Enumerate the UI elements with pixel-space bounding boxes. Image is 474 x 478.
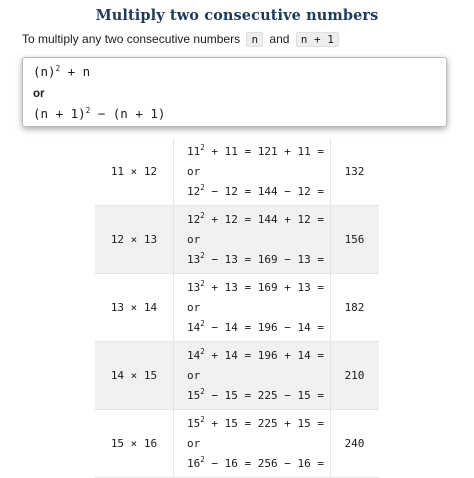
- formula-2-rest: − (n + 1): [90, 106, 166, 121]
- calculation-cell: [173, 410, 331, 477]
- formula-or: or: [33, 88, 45, 100]
- calc-a-rest: + 11 = 121 + 11 =: [204, 145, 324, 158]
- code-n: n: [246, 32, 263, 47]
- page-title: Multiply two consecutive numbers: [95, 7, 379, 24]
- calculation-cell: [173, 342, 331, 409]
- calc-b-exp: 2: [200, 455, 205, 464]
- calc-a-exp: 2: [200, 279, 205, 288]
- formula-line-2: [33, 106, 165, 121]
- intro-text: [22, 31, 342, 48]
- calc-b-rest: − 16 = 256 − 16 =: [204, 457, 324, 470]
- calc-b-rest: − 14 = 196 − 14 =: [204, 321, 324, 334]
- calc-a-base: 11: [187, 145, 201, 158]
- calc-a-exp: 2: [200, 347, 205, 356]
- calc-b-base: 12: [187, 185, 201, 198]
- result-cell: 132: [344, 165, 365, 178]
- table-row: [95, 342, 379, 410]
- calc-or: or: [187, 301, 201, 314]
- intro-and: and: [269, 32, 290, 46]
- calc-b-base: 15: [187, 389, 201, 402]
- result-cell: 182: [344, 301, 365, 314]
- calc-a-base: 15: [187, 417, 201, 430]
- table-row: [95, 138, 379, 206]
- formula-2-base: (n + 1): [33, 106, 86, 121]
- calc-b-exp: 2: [200, 251, 205, 260]
- calc-b-rest: − 13 = 169 − 13 =: [204, 253, 324, 266]
- calc-b-base: 13: [187, 253, 201, 266]
- formula-line-1: [33, 64, 90, 79]
- calc-b-exp: 2: [200, 387, 205, 396]
- table-row: [95, 410, 379, 478]
- formula-1-exp: 2: [55, 64, 61, 73]
- calc-or: or: [187, 437, 201, 450]
- calc-a-rest: + 12 = 144 + 12 =: [204, 213, 324, 226]
- calc-b-exp: 2: [200, 319, 205, 328]
- calc-b-base: 14: [187, 321, 201, 334]
- calc-b-base: 16: [187, 457, 201, 470]
- calc-line-square-plus: [187, 145, 324, 159]
- calculation-cell: [173, 138, 331, 205]
- product-cell: 15 × 16: [110, 437, 158, 450]
- calc-a-exp: 2: [200, 211, 205, 220]
- result-cell: 156: [344, 233, 365, 246]
- formula-2-exp: 2: [85, 106, 91, 115]
- calc-or: or: [187, 369, 201, 382]
- result-cell: 240: [344, 437, 365, 450]
- calc-a-rest: + 13 = 169 + 13 =: [204, 281, 324, 294]
- calc-line-square-minus: [187, 457, 324, 471]
- formula-1-base: (n): [33, 64, 56, 79]
- calc-a-base: 14: [187, 349, 201, 362]
- calc-a-base: 12: [187, 213, 201, 226]
- calc-b-rest: − 15 = 225 − 15 =: [204, 389, 324, 402]
- product-cell: 14 × 15: [110, 369, 158, 382]
- calc-line-square-plus: [187, 417, 324, 431]
- calc-a-exp: 2: [200, 143, 205, 152]
- calculation-cell: [173, 206, 331, 273]
- calc-a-rest: + 14 = 196 + 14 =: [204, 349, 324, 362]
- calculation-cell: [173, 274, 331, 341]
- calc-line-square-plus: [187, 213, 324, 227]
- table-row: [95, 274, 379, 342]
- calc-a-rest: + 15 = 225 + 15 =: [204, 417, 324, 430]
- calc-a-exp: 2: [200, 415, 205, 424]
- intro-label: To multiply any two consecutive numbers: [22, 32, 241, 46]
- calc-a-base: 13: [187, 281, 201, 294]
- result-cell: 210: [344, 369, 365, 382]
- product-cell: 13 × 14: [110, 301, 158, 314]
- product-cell: 12 × 13: [110, 233, 158, 246]
- calc-line-square-minus: [187, 253, 324, 267]
- calc-line-square-minus: [187, 321, 324, 335]
- product-cell: 11 × 12: [110, 165, 158, 178]
- examples-table: [95, 138, 379, 478]
- formula-1-rest: + n: [60, 64, 91, 79]
- calc-line-square-plus: [187, 281, 324, 295]
- formula-box: [22, 57, 447, 127]
- calc-line-square-minus: [187, 389, 324, 403]
- table-row: [95, 206, 379, 274]
- calc-line-square-plus: [187, 349, 324, 363]
- calc-line-square-minus: [187, 185, 324, 199]
- calc-b-rest: − 12 = 144 − 12 =: [204, 185, 324, 198]
- calc-b-exp: 2: [200, 183, 205, 192]
- calc-or: or: [187, 233, 201, 246]
- code-n-plus-1: n + 1: [296, 32, 339, 47]
- calc-or: or: [187, 165, 201, 178]
